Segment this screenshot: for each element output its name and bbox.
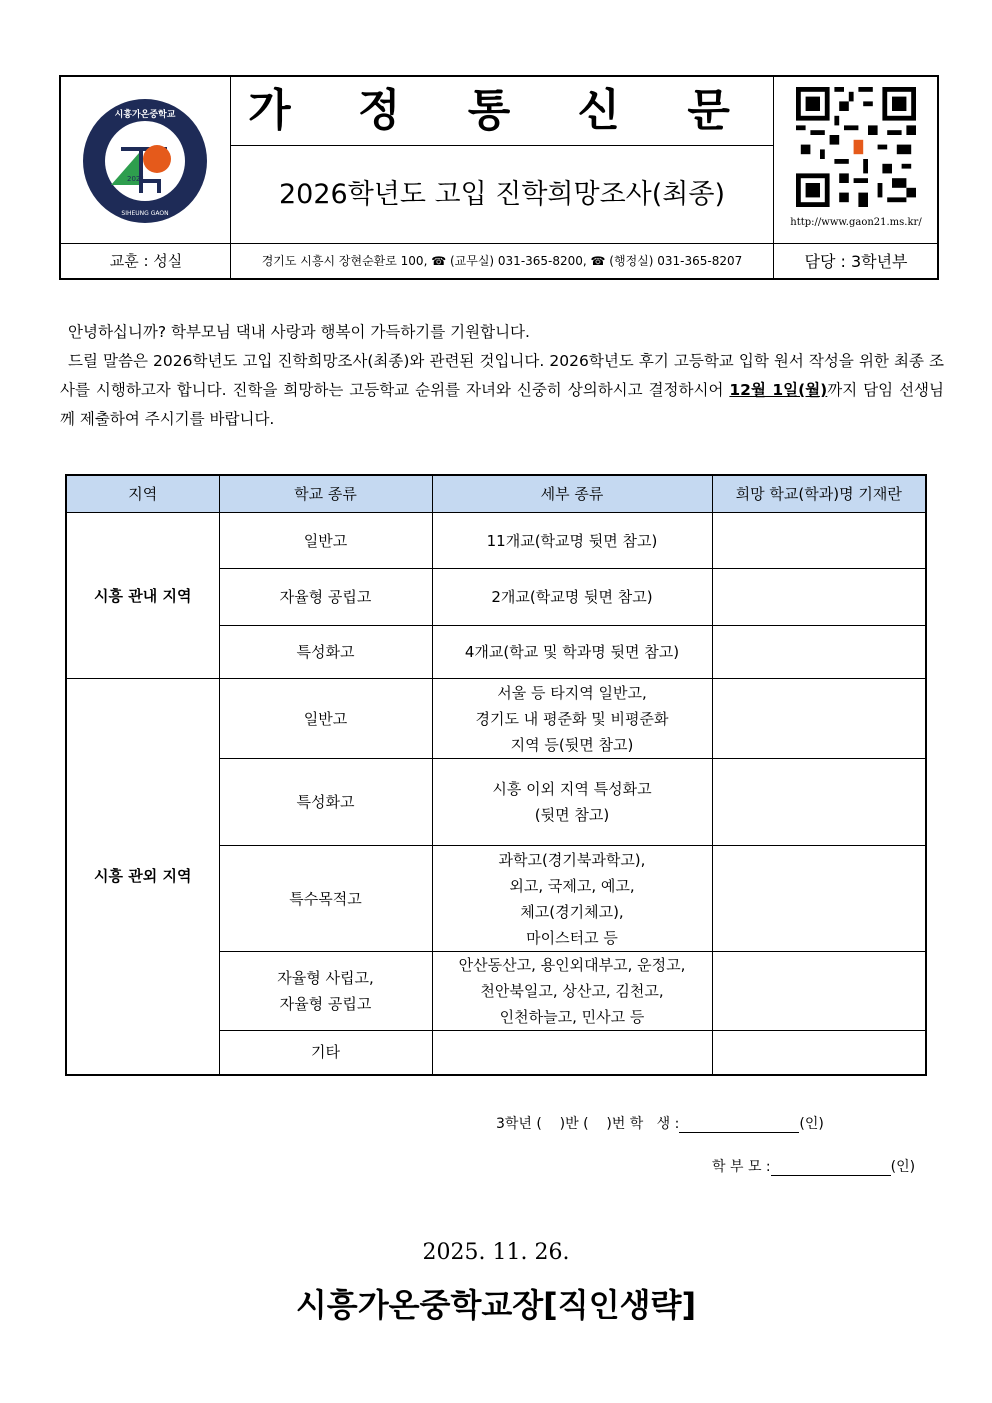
greeting-paragraph: 안녕하십니까? 학부모님 댁내 사랑과 행복이 가득하기를 기원합니다. (68, 323, 530, 341)
school-type-cell: 일반고 (219, 513, 432, 569)
department-in-charge: 담당 : 3학년부 (804, 252, 908, 271)
table-row (66, 513, 926, 569)
student-name-field[interactable] (679, 1118, 799, 1133)
student-signature-line (496, 1113, 824, 1133)
detail-cell: 안산동산고, 용인외대부고, 운정고, 천안북일고, 상산고, 김천고, 인천하늘고, 민사고 등 (432, 952, 712, 1031)
hope-school-input-cell[interactable] (712, 952, 926, 1031)
school-type-cell: 특수목적고 (219, 846, 432, 952)
school-type-cell: 자율형 사립고, 자율형 공립고 (219, 952, 432, 1031)
student-label: 3학년 ( )반 ( )번 학 생 : (496, 1116, 680, 1132)
svg-text:SIHEUNG GAON: SIHEUNG GAON (121, 210, 169, 217)
column-header: 학교 종류 (219, 475, 432, 513)
table-header-row (66, 475, 926, 513)
school-type-cell: 특성화고 (219, 759, 432, 846)
table-row (66, 679, 926, 759)
seal-mark: (인) (890, 1159, 916, 1175)
intro-text (60, 318, 944, 434)
hope-school-input-cell[interactable] (712, 513, 926, 569)
column-header: 지역 (66, 475, 219, 513)
detail-cell: 11개교(학교명 뒷면 참고) (432, 513, 712, 569)
parent-name-field[interactable] (771, 1161, 891, 1176)
detail-cell: 2개교(학교명 뒷면 참고) (432, 569, 712, 626)
seal-mark: (인) (799, 1116, 824, 1132)
survey-table (65, 474, 927, 1076)
school-logo (81, 97, 209, 225)
principal-name: 시흥가온중학교장[직인생략] (295, 1286, 697, 1324)
detail-cell: 과학고(경기북과학고), 외고, 국제고, 예고, 체고(경기체고), 마이스터고 등 (432, 846, 712, 952)
qr-code-image (796, 87, 916, 207)
school-type-cell: 특성화고 (219, 626, 432, 679)
notice-paragraph: 드릴 말씀은 2026학년도 고입 진학희망조사(최종)와 관련된 것입니다. 2026학년도 후기 고등학교 입학 원서 작성을 위한 최종 조사를 시행하고자 합니다. 진학을 희망하는 고등학교 순위를 자녀와 신중히 상의하시고 결정하시어 12월 1일(월)까지 담임 선생님께 제출하여 주시기를 바랍니다. (60, 352, 944, 428)
region-cell: 시흥 관외 지역 (66, 679, 219, 1075)
column-header: 희망 학교(학과)명 기재란 (712, 475, 926, 513)
school-logo-image (81, 97, 209, 225)
school-motto: 교훈 : 성실 (109, 252, 183, 270)
hope-school-input-cell[interactable] (712, 1031, 926, 1075)
parent-label: 학 부 모 : (712, 1159, 771, 1175)
svg-text:시흥가온중학교: 시흥가온중학교 (114, 110, 176, 120)
letter-header (59, 75, 939, 280)
detail-cell: 서울 등 타지역 일반고, 경기도 내 평준화 및 비평준화 지역 등(뒷면 참고) (432, 679, 712, 759)
document-subtitle: 2026학년도 고입 진학희망조사(최종) (278, 179, 725, 210)
school-type-cell: 일반고 (219, 679, 432, 759)
hope-school-input-cell[interactable] (712, 846, 926, 952)
detail-cell (432, 1031, 712, 1075)
detail-cell: 시흥 이외 지역 특성화고 (뒷면 참고) (432, 759, 712, 846)
school-type-cell: 기타 (219, 1031, 432, 1075)
document-title: 가 정 통 신 문 (248, 85, 756, 136)
hope-school-input-cell[interactable] (712, 626, 926, 679)
hope-school-input-cell[interactable] (712, 679, 926, 759)
school-address: 경기도 시흥시 장현순환로 100, ☎ (교무실) 031-365-8200, ☎ (행정실) 031-365-8207 (261, 254, 743, 268)
detail-cell: 4개교(학교 및 학과명 뒷면 참고) (432, 626, 712, 679)
qr-code (796, 87, 916, 207)
svg-text:2021: 2021 (127, 175, 145, 183)
school-type-cell: 자율형 공립고 (219, 569, 432, 626)
school-url: http://www.gaon21.ms.kr/ (790, 217, 922, 228)
issue-date: 2025. 11. 26. (422, 1240, 570, 1265)
deadline: 12월 1일(월) (729, 381, 828, 399)
region-cell: 시흥 관내 지역 (66, 513, 219, 679)
column-header: 세부 종류 (432, 475, 712, 513)
parent-signature-line (712, 1156, 915, 1176)
hope-school-input-cell[interactable] (712, 759, 926, 846)
hope-school-input-cell[interactable] (712, 569, 926, 626)
